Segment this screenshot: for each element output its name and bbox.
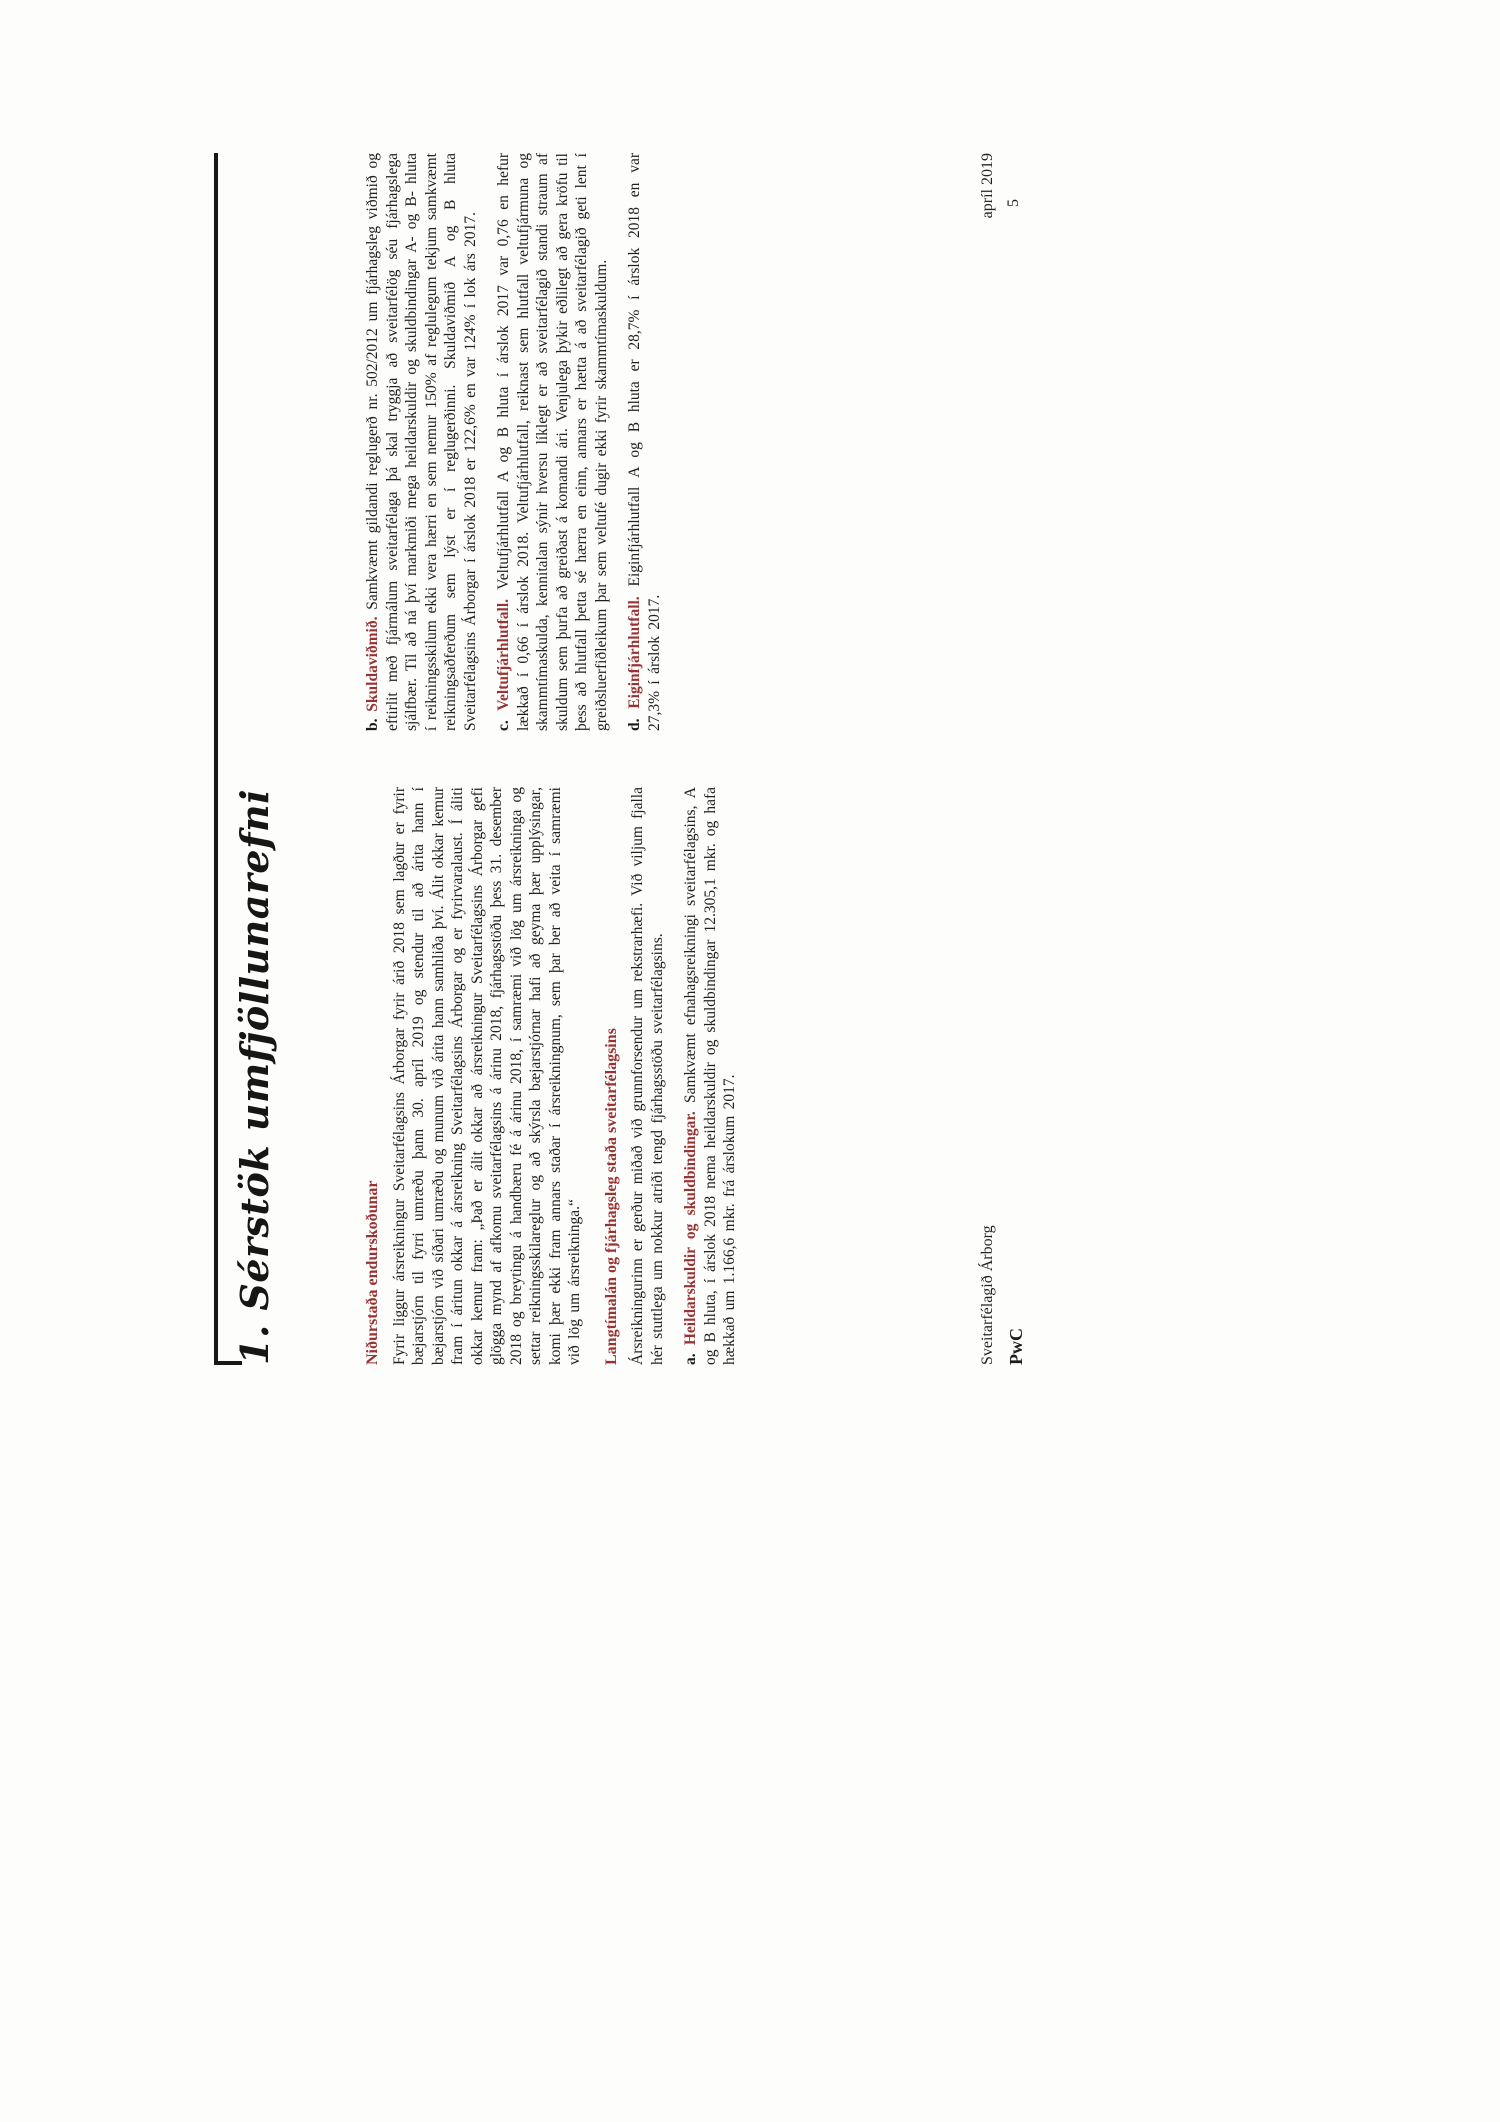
- footer-company-name: Sveitarfélagið Árborg: [979, 1225, 996, 1365]
- section-heading-langtimalan: Langtímalán og fjárhagsleg staða sveitarfélagsins: [602, 1028, 620, 1365]
- footer-left: [978, 1225, 1026, 1365]
- footer-date: apríl 2019: [979, 153, 996, 219]
- column-left: [363, 787, 754, 1365]
- page-number: 5: [1005, 199, 1022, 207]
- footer-right: [978, 153, 1024, 455]
- page-title: 1. Sérstök umfjöllunarefni: [232, 788, 277, 1365]
- list-item-a: [681, 787, 740, 1365]
- item-c-letter: c.: [495, 720, 512, 731]
- item-c-lead: Veltufjárhlutfall.: [495, 598, 512, 711]
- item-b-letter: b.: [364, 718, 381, 731]
- item-d-text: Eiginfjárhlutfall A og B hluta er 28,7% í árslok 2018 en var 27,3% í árslok 2017.: [626, 152, 663, 731]
- list-item-c: [494, 153, 611, 731]
- item-c-text: Veltufjárhlutfall A og B hluta í árslok 2017 var 0,76 en hefur lækkað í 0,66 í árslok 2018. Veltufjárhlutfall, reiknast sem hlutfall veltufjármuna og skammtímaskulda, kennitalan sýnir hversu líklegt er að sveitarfélagið standi straum af skuldum sem þurfa að greiðast á komandi ári. Venjulega þykir eðlilegt að gera kröfu til þess að hlutfall þetta sé hærra en einn, annars er hætta á að sveitarfélagið geti lent í greiðsluerfiðleikum þar sem veltufé dugir ekki fyrir skammtímaskuldum.: [495, 152, 610, 731]
- pwc-logo-text: PwC: [1006, 1328, 1026, 1365]
- text-columns: [363, 153, 754, 1365]
- list-item-b: [363, 153, 480, 731]
- paragraph-going-concern: Ársreikningurinn er gerður miðað við grunnforsendur um rekstrarhæfi. Við viljum fjalla hér stuttlega um nokkur atriði tengd fjárhagsstöðu sveitarfélagsins.: [629, 787, 666, 1365]
- item-a-letter: a.: [682, 1353, 699, 1365]
- column-right: [363, 153, 754, 731]
- item-d-letter: d.: [626, 718, 643, 731]
- item-d-lead: Eiginfjárhlutfall.: [626, 596, 643, 709]
- item-b-text: Samkvæmt gildandi reglugerð nr. 502/2012 um fjárhagsleg viðmið og eftirlit með fjármálum sveitarfélaga þá skal tryggja að sveitarfélög séu fjárhagslega sjálfbær. Til að ná því markmiði mega heildarskuldir og skuldbindingar A- og B- hluta í reikningsskilum ekki vera hærri en sem nemur 150% af reglulegum tekjum samkvæmt reikningsaðferðum sem lýst er í reglugerðinni. Skuldaviðmið A og B hluta Sveitarfélagsins Árborgar í árslok 2018 er 122,6% en var 124% í lok árs 2017.: [364, 152, 479, 731]
- item-a-text: Samkvæmt efnahagsreikningi sveitarfélagsins, A og B hluta, í árslok 2018 nema heildarskuldir og skuldbindingar 12.305,1 mkr. og hafa hækkað um 1.166,6 mkr. frá árslokum 2017.: [682, 787, 738, 1365]
- paragraph-audit-conclusion: Fyrir liggur ársreikningur Sveitarfélagsins Árborgar fyrir árið 2018 sem lagður er fyrir bæjarstjórn til fyrri umræðu þann 30. apríl 2019 og stendur til að árita hann í bæjarstjórn við síðari umræðu og munum við árita hann samhliða því. Álit okkar kemur fram í áritun okkar á ársreikning Sveitarfélagsins Árborgar og er fyrirvaralaust. Í áliti okkar kemur fram: „Það er álit okkar að ársreikningur Sveitarfélagsins Árborgar gefi glögga mynd af afkomu sveitarfélagsins á árinu 2018, fjárhagsstöðu þess 31. desember 2018 og breytingu á handbæru fé á árinu 2018, í samræmi við lög um ársreikninga og settar reikningsskilareglur og að skýrsla bæjarstjórnar hafi að geyma þær upplýsingar, komi þær ekki fram annars staðar í ársreikningnum, sem þar ber að veita í samræmi við lög um ársreikninga.“: [390, 787, 583, 1365]
- scanned-report-page: [180, 80, 1100, 1390]
- list-item-d: [625, 153, 664, 731]
- item-a-lead: Heildarskuldir og skuldbindingar.: [682, 1111, 699, 1346]
- item-b-lead: Skuldaviðmið.: [364, 616, 381, 712]
- section-heading-nidurstada: Niðurstaða endurskoðunar: [364, 1180, 381, 1365]
- header-rule: [214, 153, 218, 1365]
